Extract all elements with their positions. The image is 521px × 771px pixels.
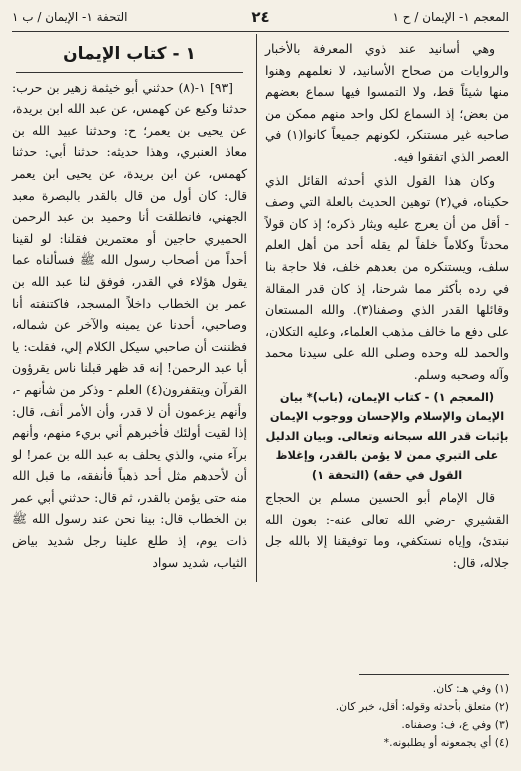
footnotes xyxy=(12,680,509,752)
footnote-rule xyxy=(359,674,509,675)
book-title: ١ - كتاب الإيمان xyxy=(63,44,196,64)
header-rule xyxy=(12,31,509,32)
footnote: (١) وفي هـ: كان. xyxy=(432,682,509,695)
footnote: (٣) وفي ع، ف: وصفناه. xyxy=(401,718,509,731)
hadith-text: [٩٣] ١-(٨) حدثني أبو خيثمة زهير بن حرب: حدثنا وكيع عن كهمس، عن عبد الله ابن بريدة، عن يحيى بن يعمر؛ ح: وحدثنا عبيد الله بن معاذ العنبري، وهذا حديثه: حدثنا أبي: حدثنا كهمس، عن ابن بريدة، عن يحيى ابن يعمر قال: كان أول من قال بالقدر بالبصرة معبد الجهني، فانطلقت أنا وحميد بن عبد الرحمن الحميري حاجين أو معتمرين فقلنا: لو لقينا أحداً من أصحاب رسول الله ﷺ فسألناه عما يقول هؤلاء في القدر، فوفق لنا عبد الله بن عمر بن الخطاب داخلاً المسجد، فاكتنفته أنا وصاحبي، أحدنا عن يمينه والآخر عن شماله، فظننت أن صاحبي سيكل الكلام إلي، فقلت: يا أبا عبد الرحمن! إنه قد ظهر قبلنا ناس يقرؤون القرآن ويتقفرون(٤) العلم - وذكر من شأنهم -، وأنهم يزعمون أن لا قدر، وأن الأمر أنف، قال: إذا لقيت أولئك فأخبرهم أني بريء منهم، وأنهم برآء مني، والذي يحلف به عبد الله بن عمر! لو أن لأحدهم مثل أحد ذهباً فأنفقه، ما قبل الله منه حتى يؤمن بالقدر، ثم قال: حدثني أبي عمر بن الخطاب قال: بينا نحن عند رسول الله ﷺ ذات يوم، إذ طلع علينا رجل شديد بياض الثياب، شديد سواد xyxy=(12,79,247,570)
paragraph-imam-muslim: قال الإمام أبو الحسين مسلم بن الحجاج القشيري -رضي الله تعالى عنه-: بعون الله نبتدئ، وإياه نستكفي، وما توفيقنا إلا بالله جل جلاله، قال: xyxy=(265,490,509,570)
page-header xyxy=(12,8,509,30)
chapter-heading: (المعجم ١) - كتاب الإيمان، (باب)* بيان الإيمان والإسلام والإحسان ووجوب الإيمان بإثبات قدر الله سبحانه وتعالى. وبيان الدليل على التبري ممن لا يؤمن بالقدر، وإغلاظ القول في حقه) (التحفة ١) xyxy=(265,389,509,482)
paragraph-refutation: وكان هذا القول الذي أحدثه القائل الذي حكيناه، في(٢) توهين الحديث بالعلة التي وصف - أقل من أن يعرج عليه ويثار ذكره؛ إذ كان قولاً محدثاً وكلاماً خلفاً لم يقله أحد من أهل العلم سلف، ويستنكره من بعدهم خلف، فلا حاجة بنا في رده بأكثر مما شرحنا، إذ كان قدر المقالة وقائلها القدر الذي وصفنا(٣). والله المستعان على دفع ما خالف مذهب العلماء، وعليه التكلان، والحمد لله وحده وصلى الله على سيدنا محمد وآله وصحبه وسلم. xyxy=(265,172,509,382)
header-left-reference: التحفة ١- الإيمان / ب ١ xyxy=(12,10,128,24)
header-right-reference: المعجم ١- الإيمان / ح ١ xyxy=(392,10,509,24)
right-column xyxy=(265,38,509,575)
left-column xyxy=(12,38,247,575)
paragraph-asanid: وهي أسانيد عند ذوي المعرفة بالأخبار والروايات من صحاح الأسانيد، لا نعلمهم وهنوا منها شيئاً قط، ولا التمسوا فيها سماع بعضهم من بعض؛ إذ السماع لكل واحد منهم ممكن من صاحبه غير مستنكر، لكونهم جميعاً كانوا(١) في العصر الذي اتفقوا فيه. xyxy=(265,41,509,164)
footnote: (٢) متعلق بأحدثه وقوله: أقل، خبر كان. xyxy=(335,700,509,713)
footnote: (٤) أي يجمعونه أو يطلبونه.* xyxy=(383,736,509,749)
page-number: ٢٤ xyxy=(251,8,270,26)
column-divider xyxy=(256,34,257,582)
title-rule xyxy=(16,72,243,73)
